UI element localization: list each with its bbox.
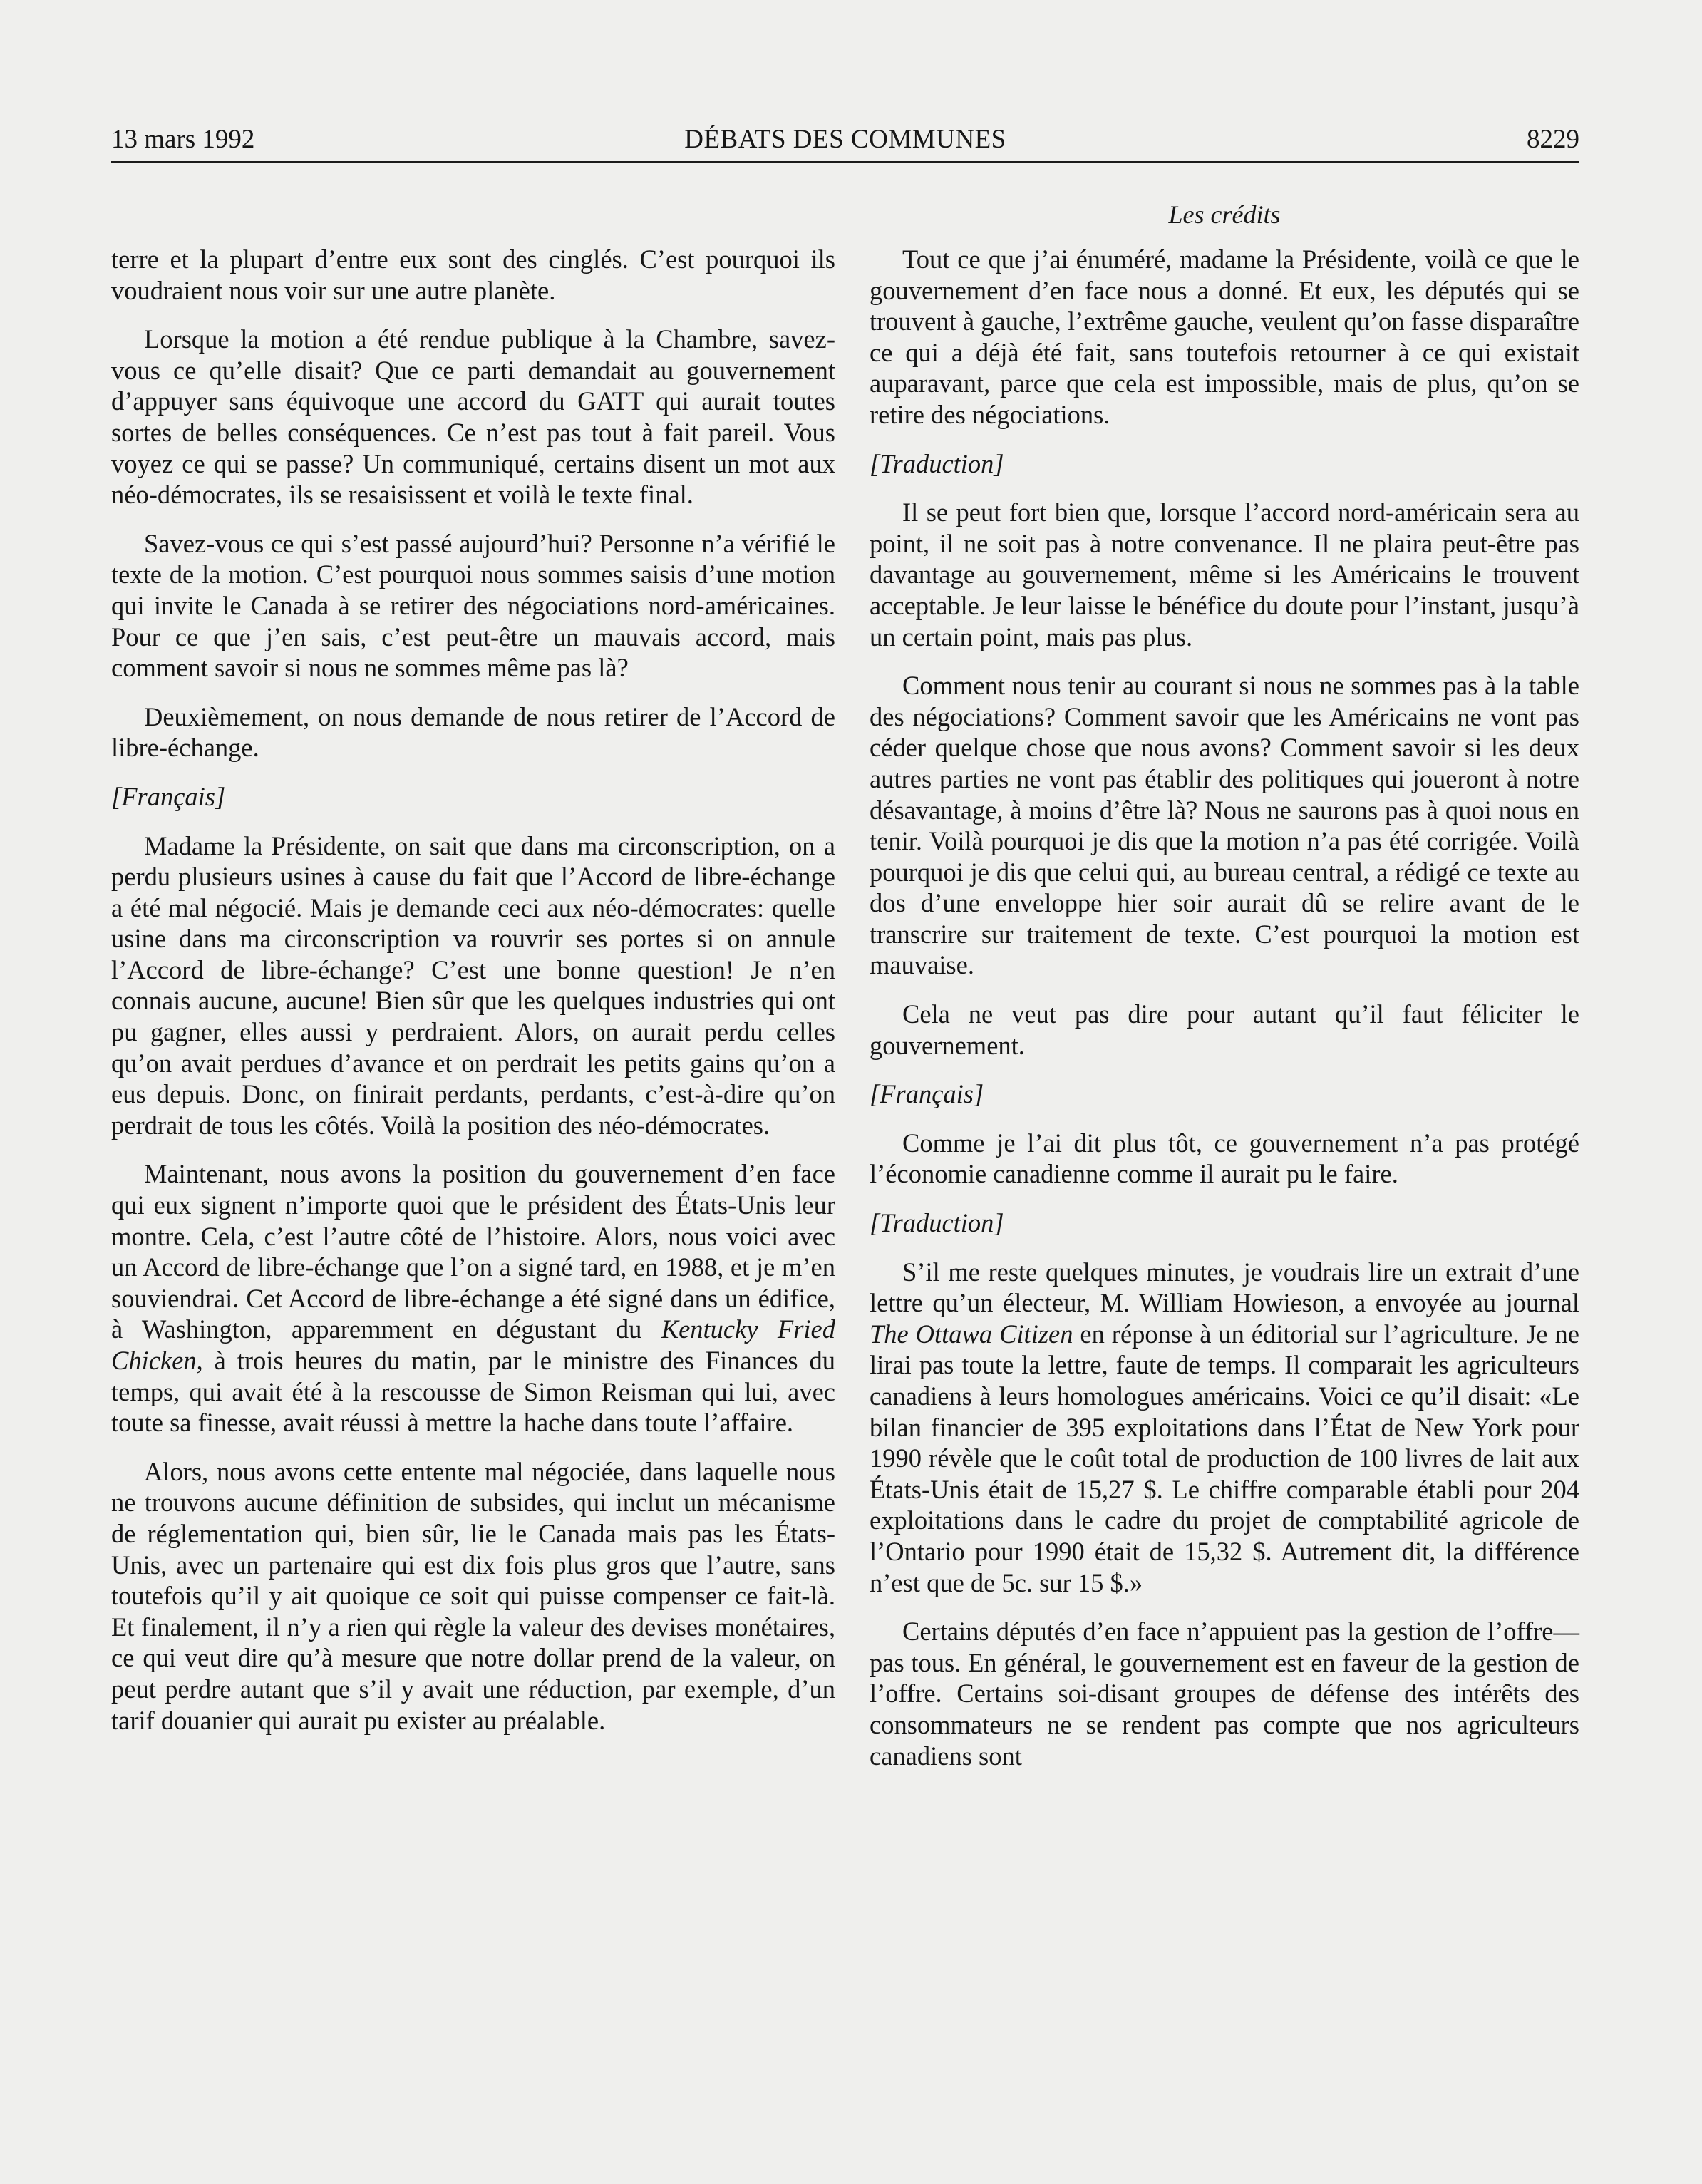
left-paragraph-5: Madame la Présidente, on sait que dans ma circonscription, on a perdu plusieurs usines à cause du fait que l’Accord de libre-échange a été mal négocié. Mais je demande ceci aux néo-démocrates: quelle usine dans ma circonscription va rouvrir ses portes si on annule l’Accord de libre-échange? C’est une bonne question! Je n’en connais aucune, aucune! Bien sûr que les quelques industries qui ont pu gagner, elles aussi y perdraient. Alors, on aurait perdu celles qu’on avait perdues d’avance et on perdrait les petits gains qu’on a eus depuis. Donc, on finirait perdants, perdants, c’est-à-dire qu’on perdrait de tous les côtés. Voilà la position des néo-démocrates. [111,830,835,1140]
right-paragraph-7: Certains députés d’en face n’appuient pas la gestion de l’offre—pas tous. En général, le gouvernement est en faveur de la gestion de l’offre. Certains soi-disant groupes de défense des intérêts des consommateurs ne se rendent pas compte que nos agriculteurs canadiens sont [870,1617,1579,1771]
right-paragraph-4: Cela ne veut pas dire pour autant qu’il faut féliciter le gouvernement. [870,999,1579,1060]
running-head: Les crédits [1168,200,1281,229]
left-paragraph-3: Savez-vous ce qui s’est passé aujourd’hui? Personne n’a vérifié le texte de la motion. C’est pourquoi nous sommes saisis d’une motion qui invite le Canada à se retirer des négociations nord-américaines. Pour ce que j’en sais, c’est peut-être un mauvais accord, mais comment savoir si nous ne sommes même pas là? [111,528,835,683]
right-paragraph-5: Comme je l’ai dit plus tôt, ce gouvernement n’a pas protégé l’économie canadienne comme il aurait pu le faire. [870,1128,1579,1189]
header-title: DÉBATS DES COMMUNES [684,125,1006,154]
right-paragraph-6 [870,1257,1579,1599]
header-date: 13 mars 1992 [111,125,255,154]
right-paragraph-3: Comment nous tenir au courant si nous ne sommes pas à la table des négociations? Comment savoir que les Américains ne vont pas céder quelque chose que nous avons? Comment savoir si les deux autres parties ne vont pas établir des politiques qui joueront à notre désavantage, à moins d’être là? Nous ne saurons pas à quoi nous en tenir. Voilà pourquoi je dis que la motion n’a pas été corrigée. Voilà pourquoi je dis que celui qui, au bureau central, a rédigé ce texte au dos d’une enveloppe hier soir aurait dû se relire avant de le transcrire sur traitement de texte. C’est pourquoi la motion est mauvaise. [870,671,1579,980]
right-paragraph-6-italic: The Ottawa Citizen [870,1319,1073,1349]
left-paragraph-1: terre et la plupart d’entre eux sont des cinglés. C’est pourquoi ils voudraient nous voir sur une autre planète. [111,244,835,305]
right-language-tag-francais: [Français] [870,1079,984,1109]
right-paragraph-1: Tout ce que j’ai énuméré, madame la Présidente, voilà ce que le gouvernement d’en face nous a donné. Et eux, les députés qui se trouvent à gauche, l’extrême gauche, veulent qu’on fasse disparaître ce qui a déjà été fait, sans toutefois retourner à ce qui existait auparavant, parce que cela est impossible, mais de plus, qu’on se retire des négociations. [870,244,1579,429]
right-paragraph-6-end: en réponse à un éditorial sur l’agriculture. Je ne lirai pas toute la lettre, faute de temps. Il comparait les agriculteurs canadiens à leurs homologues américains. Voici ce qu’il disait: «Le bilan financier de 395 exploitations dans l’État de New York pour 1990 révèle que le coût total de production de 100 livres de lait aux États-Unis était de 15,27 $. Le chiffre comparable établi pour 204 exploitations dans le cadre du projet de comptabilité agricole de l’Ontario pour 1990 était de 15,32 $. Autrement dit, la différence n’est que de 5c. sur 15 $.» [870,1319,1579,1597]
left-paragraph-6-italic: Kentucky Fried Chicken [111,1314,835,1375]
left-paragraph-6 [111,1158,835,1438]
left-paragraph-4: Deuxièmement, on nous demande de nous retirer de l’Accord de libre-échange. [111,701,835,763]
left-paragraph-6-end: , à trois heures du matin, par le ministre des Finances du temps, qui avait été à la rescousse de Simon Reisman qui lui, avec toute sa finesse, avait réussi à mettre la hache dans toute l’affaire. [111,1346,835,1438]
right-language-tag-traduction-1: [Traduction] [870,448,1004,478]
left-paragraph-2: Lorsque la motion a été rendue publique à la Chambre, savez-vous ce qu’elle disait? Que ce parti demandait au gouvernement d’appuyer sans équivoque une accord du GATT qui aurait toutes sortes de belles conséquences. Ce n’est pas tout à fait pareil. Vous voyez ce qui se passe? Un communiqué, certains disent un mot aux néo-démocrates, ils se resaisissent et voilà le texte final. [111,324,835,510]
left-column [111,244,835,1736]
right-language-tag-traduction-2: [Traduction] [870,1208,1004,1238]
left-language-tag-francais: [Français] [111,781,226,811]
left-paragraph-7: Alors, nous avons cette entente mal négociée, dans laquelle nous ne trouvons aucune définition de subsides, qui inclut un mécanisme de réglementation qui, bien sûr, lie le Canada mais pas les États-Unis, avec un partenaire qui est dix fois plus gros que l’autre, sans toutefois qu’il y ait quoique ce soit qui puisse compenser ce fait-là. Et finalement, il n’y a rien qui règle la valeur des devises monétaires, ce qui veut dire qu’à mesure que notre dollar prend de la valeur, on peut perdre autant que s’il y avait une réduction, par exemple, d’un tarif douanier qui aurait pu exister au préalable. [111,1456,835,1735]
header-page-number: 8229 [1527,125,1579,154]
right-paragraph-6-start: S’il me reste quelques minutes, je voudrais lire un extrait d’une lettre qu’un électeur, M. William Howieson, a envoyée au journal [870,1257,1579,1318]
page-header [111,120,1579,160]
right-paragraph-2: Il se peut fort bien que, lorsque l’accord nord-américain sera au point, il ne soit pas à notre convenance. Il ne plaira peut-être pas davantage au gouvernement, même si les Américains le trouvent acceptable. Je leur laisse le bénéfice du doute pour l’instant, jusqu’à un certain point, mais pas plus. [870,498,1579,651]
header-rule [111,161,1579,163]
left-paragraph-6-start: Maintenant, nous avons la position du gouvernement d’en face qui eux signent n’importe quoi que le président des États-Unis leur montre. Cela, c’est l’autre côté de l’histoire. Alors, nous voici avec un Accord de libre-échange que l’on a signé tard, en 1988, et je m’en souviendrai. Cet Accord de libre-échange a été signé dans un édifice, à Washington, apparemment en dégustant du [111,1159,835,1344]
right-column [870,244,1579,1771]
